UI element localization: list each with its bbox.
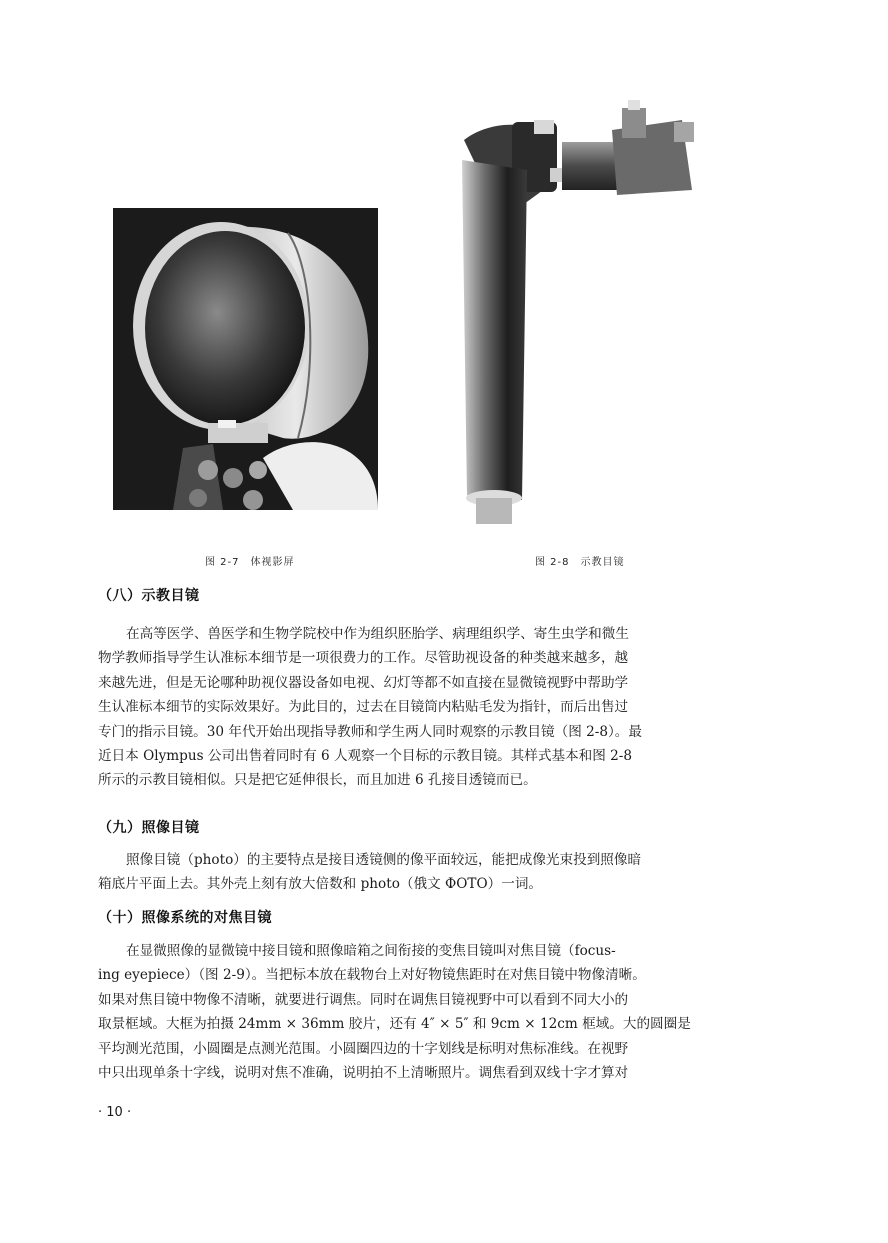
section-paragraph-teaching-eyepiece: [98, 622, 738, 793]
paragraph-line: 物学教师指导学生认准标本细节是一项很费力的工作。尽管助视设备的种类越来越多，越: [98, 650, 629, 667]
section-heading-focusing-eyepiece: （十）照像系统的对焦目镜: [98, 910, 272, 926]
paragraph-line: 中只出现单条十字线，说明对焦不准确，说明拍不上清晰照片。调焦看到双线十字才算对: [98, 1065, 629, 1082]
paragraph-line: 专门的指示目镜。30 年代开始出现指导教师和学生两人同时观察的示教目镜（图 2-8）。最: [98, 723, 642, 740]
section-paragraph-focusing-eyepiece: [98, 939, 738, 1085]
paragraph-line: 来越先进，但是无论哪种助视仪器设备如电视、幻灯等都不如直接在显微镜视野中帮助学: [98, 674, 629, 691]
paragraph-line: 如果对焦目镜中物像不清晰，就要进行调焦。同时在调焦目镜视野中可以看到不同大小的: [98, 991, 629, 1008]
paragraph-line: 取景框域。大框为拍摄 24mm × 36mm 胶片，还有 4″ × 5″ 和 9cm × 12cm 框域。大的圆圈是: [98, 1016, 691, 1033]
paragraph-line: 箱底片平面上去。其外壳上刻有放大倍数和 photo（俄文 ФОТО）一词。: [98, 876, 543, 893]
paragraph-line: 近日本 Olympus 公司出售着同时有 6 人观察一个目标的示教目镜。其样式基本和图 2-8: [98, 748, 633, 765]
paragraph-line: 所示的示教目镜相似。只是把它延伸很长，而且加进 6 孔接目透镜而已。: [98, 772, 537, 789]
paragraph-line: 平均测光范围，小圆圈是点测光范围。小圆圈四边的十字划线是标明对焦标准线。在视野: [98, 1040, 629, 1057]
section-paragraph-photo-eyepiece: [98, 848, 738, 897]
paragraph-line: 在高等医学、兽医学和生物学院校中作为组织胚胎学、病理组织学、寄生虫学和微生: [126, 626, 629, 642]
figure-2-8-caption: 图 2-8 示教目镜: [535, 557, 625, 568]
paragraph-line: 生认准标本细节的实际效果好。为此目的，过去在目镜筒内粘贴毛发为指针，而后出售过: [98, 699, 629, 716]
section-heading-teaching-eyepiece: （八）示教目镜: [98, 588, 200, 604]
teaching-eyepiece-image: [442, 100, 710, 532]
paragraph-line: 在显微照像的显微镜中接目镜和照像暗箱之间衔接的变焦目镜叫对焦目镜（focus-: [126, 943, 616, 959]
section-heading-photo-eyepiece: （九）照像目镜: [98, 820, 200, 836]
figure-2-7-caption: 图 2-7 体视影屏: [205, 557, 295, 568]
figure-2-8-photo: [442, 100, 710, 532]
stereo-screen-image: [113, 208, 378, 510]
page-number: · 10 ·: [98, 1105, 132, 1120]
paragraph-line: ing eyepiece）（图 2-9）。当把标本放在载物台上对好物镜焦距时在对焦目镜中物像清晰。: [98, 967, 646, 984]
figure-2-7-photo: [113, 208, 378, 510]
paragraph-line: 照像目镜（photo）的主要特点是接目透镜侧的像平面较远，能把成像光束投到照像暗: [126, 852, 642, 868]
